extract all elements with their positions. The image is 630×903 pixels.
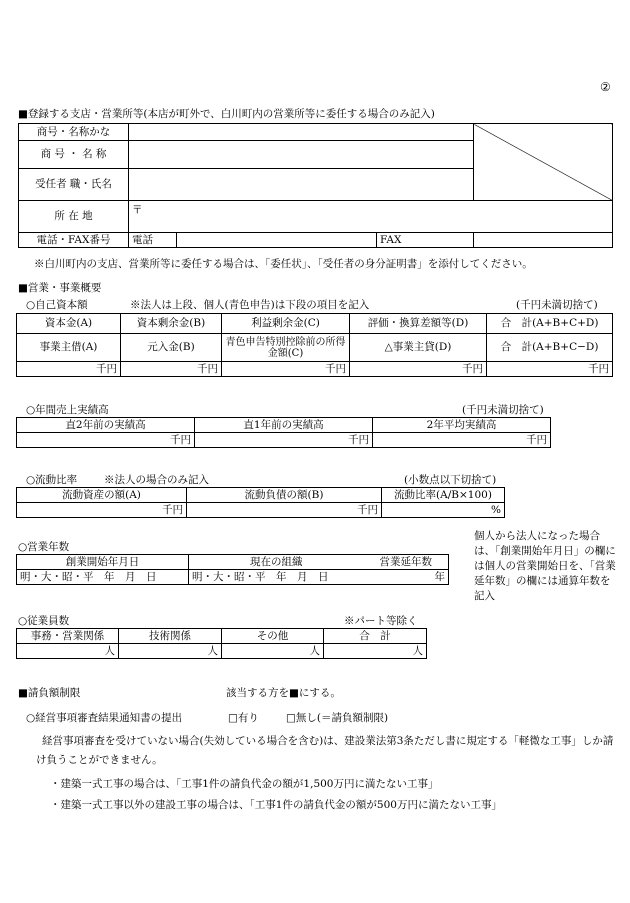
ratio-header-1: 流動負債の額(B): [187, 488, 382, 503]
phone-label: 電話: [129, 233, 177, 248]
capital-header-indiv-0: 事業主借(A): [17, 334, 121, 362]
sales-table: [16, 417, 551, 448]
staff-header-0: 事務・営業関係: [17, 629, 119, 644]
shogo-field[interactable]: [129, 141, 474, 169]
label-shogo-kana: 商号・名称かな: [19, 124, 129, 141]
capital-header-corp-1: 資本剰余金(B): [121, 314, 222, 334]
ratio-header-0: 流動資産の額(A): [17, 488, 187, 503]
fax-label: FAX: [377, 233, 474, 248]
years-side-note: 個人から法人になった場合は、「創業開始年月日」の欄には個人の営業開始日を、「営業延年数」の欄には通算年数を記入: [474, 530, 616, 602]
ratio-note: ※法人の場合のみ記入: [104, 474, 209, 486]
agent-field[interactable]: [129, 169, 474, 201]
years-value-field[interactable]: 年: [364, 570, 449, 585]
ratio-value-1[interactable]: 千円: [187, 503, 382, 518]
years-table: [16, 554, 449, 585]
capital-value-2[interactable]: 千円: [222, 362, 350, 377]
capital-unit-note: (千円未満切捨て): [516, 299, 598, 311]
years-header-2: 営業延年数: [364, 555, 449, 570]
ratio-header-2: 流動比率(A/B×100): [382, 488, 505, 503]
capital-title: ○自己資本額: [26, 299, 88, 311]
staff-value-0[interactable]: 人: [17, 644, 119, 659]
capital-header-indiv-2: 青色申告特別控除前の所得金額(C): [222, 334, 350, 362]
ratio-title: ○流動比率: [26, 474, 78, 486]
limit-paragraph: 経営事項審査を受けていない場合(失効している場合を含む)は、建設業法第3条ただし書に規定する「軽微な工事」しか請け負うことができません。: [36, 735, 614, 766]
capital-header-corp-2: 利益剰余金(C): [222, 314, 350, 334]
label-address: 所 在 地: [19, 201, 129, 233]
branch-note: ※白川町内の支店、営業所等に委任する場合は、「委任状」、「受任者の身分証明書」を添付してください。: [34, 258, 533, 270]
sales-value-2[interactable]: 千円: [373, 433, 551, 448]
capital-header-indiv-4: 合 計(A+B+C−D): [487, 334, 613, 362]
staff-note: ※パート等除く: [344, 615, 418, 627]
postal-mark: 〒: [132, 204, 143, 216]
branch-table: [18, 123, 613, 248]
capital-table: [16, 313, 613, 377]
capital-value-3[interactable]: 千円: [350, 362, 487, 377]
staff-value-1[interactable]: 人: [119, 644, 222, 659]
sales-header-0: 直2年前の実績高: [17, 418, 195, 433]
capital-value-4[interactable]: 千円: [487, 362, 613, 377]
limit-heading: ■請負額制限: [18, 687, 81, 699]
capital-header-indiv-3: △事業主貸(D): [350, 334, 487, 362]
address-field[interactable]: [129, 201, 613, 233]
limit-instruction: 該当する方を■にする。: [226, 687, 341, 699]
capital-value-1[interactable]: 千円: [121, 362, 222, 377]
sales-header-1: 直1年前の実績高: [195, 418, 373, 433]
label-phone-fax: 電話・FAX番号: [19, 233, 129, 248]
staff-header-1: 技術関係: [119, 629, 222, 644]
capital-header-corp-0: 資本金(A): [17, 314, 121, 334]
limit-bullet-1: ・建築一式工事の場合は、「工事1件の請負代金の額が1,500万円に満たない工事」: [50, 778, 439, 790]
label-shogo: 商 号 ・ 名 称: [19, 141, 129, 169]
fax-field[interactable]: [474, 233, 613, 248]
diagonal-cell: [474, 124, 613, 201]
years-header-1: 現在の組織: [189, 555, 364, 570]
capital-header-corp-4: 合 計(A+B+C+D): [487, 314, 613, 334]
sales-unit-note: (千円未満切捨て): [462, 404, 544, 416]
years-header-0: 創業開始年月日: [17, 555, 189, 570]
ratio-unit-note: (小数点以下切捨て): [404, 474, 497, 486]
label-agent: 受任者 職・氏名: [19, 169, 129, 201]
staff-value-3[interactable]: 人: [324, 644, 427, 659]
capital-header-corp-3: 評価・換算差額等(D): [350, 314, 487, 334]
branch-heading: ■登録する支店・営業所等(本店が町外で、白川町内の営業所等に委任する場合のみ記入): [18, 108, 435, 120]
staff-header-3: 合 計: [324, 629, 427, 644]
ratio-table: [16, 487, 505, 518]
page-number: ②: [600, 80, 611, 94]
current-org-date-field[interactable]: 明・大・昭・平 年 月 日: [189, 570, 364, 585]
sales-value-1[interactable]: 千円: [195, 433, 373, 448]
capital-value-0[interactable]: 千円: [17, 362, 121, 377]
sales-title: ○年間売上実績高: [26, 404, 109, 416]
option-yes-checkbox[interactable]: □有り: [228, 712, 259, 724]
option-no-checkbox[interactable]: □無し(＝請負額制限): [286, 712, 389, 724]
staff-table: [16, 628, 427, 659]
phone-field[interactable]: [177, 233, 377, 248]
capital-note: ※法人は上段、個人(青色申告)は下段の項目を記入: [130, 299, 370, 311]
sales-header-2: 2年平均実績高: [373, 418, 551, 433]
limit-bullet-2: ・建築一式工事以外の建設工事の場合は、「工事1件の請負代金の額が500万円に満たない工事」: [50, 799, 502, 811]
staff-value-2[interactable]: 人: [222, 644, 324, 659]
sales-value-0[interactable]: 千円: [17, 433, 195, 448]
staff-header-2: その他: [222, 629, 324, 644]
shogo-kana-field[interactable]: [129, 124, 474, 141]
business-heading: ■営業・事業概要: [18, 282, 102, 294]
years-title: ○営業年数: [18, 541, 70, 553]
notice-label: ○経営事項審査結果通知書の提出: [26, 712, 183, 724]
ratio-value-0[interactable]: 千円: [17, 503, 187, 518]
founding-date-field[interactable]: 明・大・昭・平 年 月 日: [17, 570, 189, 585]
staff-title: ○従業員数: [18, 615, 70, 627]
ratio-value-2[interactable]: %: [382, 503, 505, 518]
capital-header-indiv-1: 元入金(B): [121, 334, 222, 362]
